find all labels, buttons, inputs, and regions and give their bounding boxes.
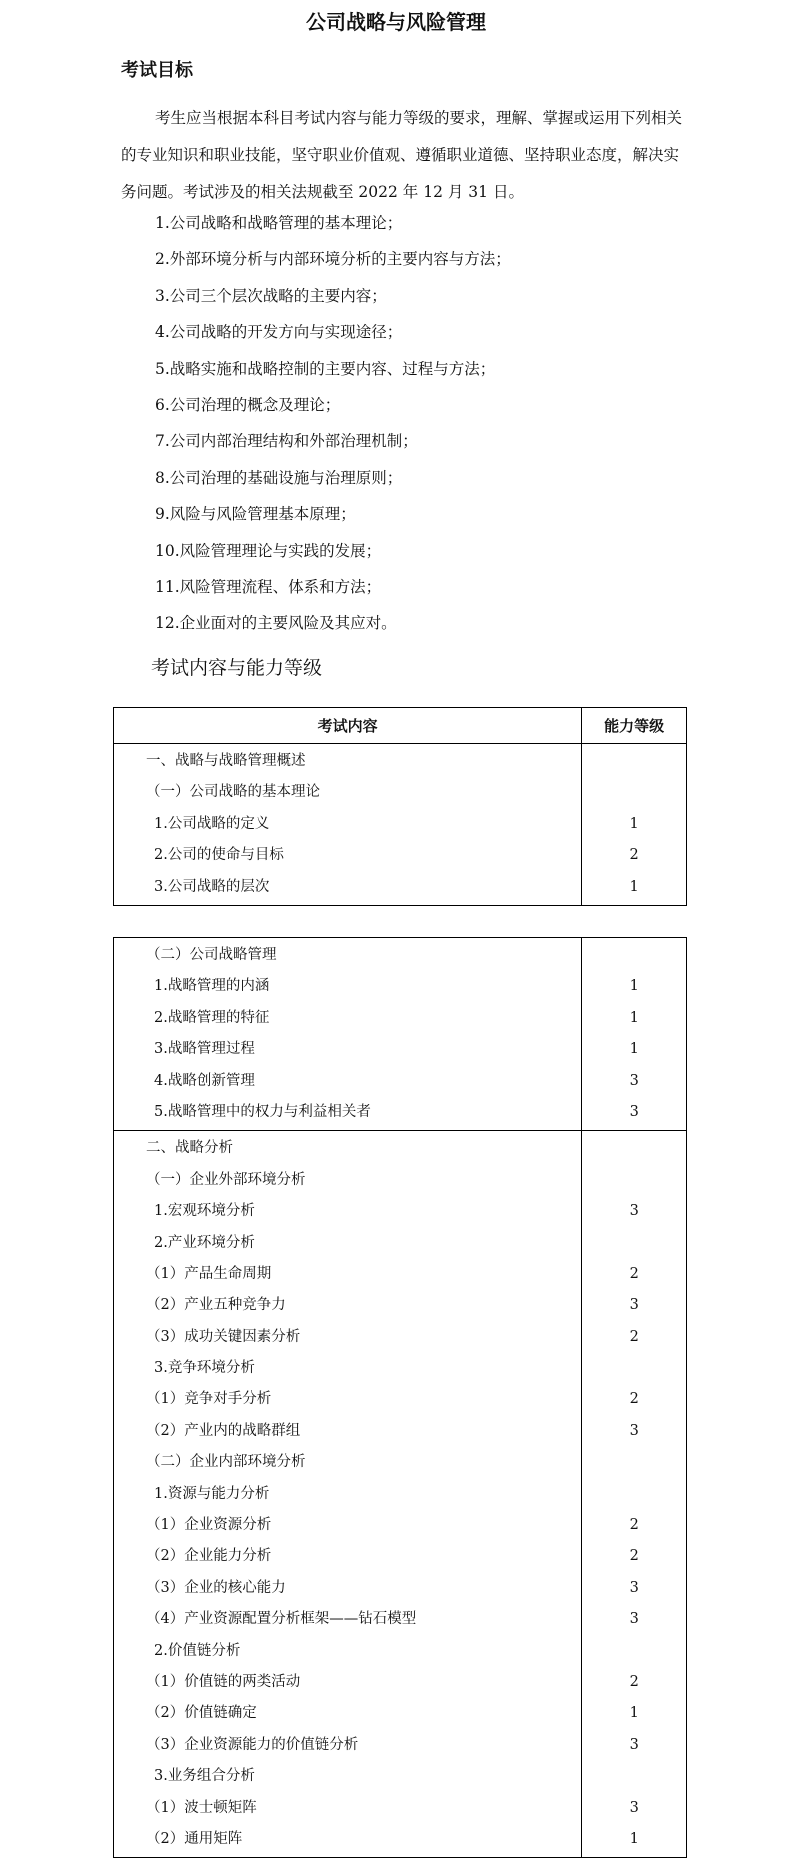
header-content: 考试内容 [114, 708, 582, 744]
objective-item: 3.公司三个层次战略的主要内容； [155, 286, 387, 305]
ability-level [582, 1636, 686, 1667]
table-row-label: 1.资源与能力分析 [154, 1485, 270, 1502]
ability-level: 3 [629, 1103, 639, 1120]
objectives-list [155, 208, 755, 645]
table-row-label: （2）价值链确定 [146, 1705, 257, 1722]
table-row-label: 3.竞争环境分析 [154, 1360, 255, 1377]
ability-level [582, 1761, 686, 1792]
content-cell [114, 1131, 582, 1858]
objectives-paragraph: 考生应当根据本科目考试内容与能力等级的要求，理解、掌握或运用下列相关的专业知识和职业技能，坚守职业价值观、遵循职业道德、坚持职业态度，解决实务问题。考试涉及的相关法规截至 2022 年 12 月 31 日。 [121, 109, 683, 201]
objective-item: 9.风险与风险管理基本原理； [155, 505, 356, 524]
table-row-label: （3）企业资源能力的价值链分析 [146, 1736, 359, 1753]
table-row-label: （2）企业能力分析 [146, 1548, 272, 1565]
ability-level [582, 1165, 686, 1196]
content-cell [114, 938, 582, 1131]
table-row-label: 2.战略管理的特征 [154, 1009, 270, 1026]
ability-level: 3 [629, 1736, 639, 1753]
ability-level: 3 [629, 1203, 639, 1220]
level-cell [582, 1131, 687, 1858]
table-row-label: 3.公司战略的层次 [154, 878, 270, 895]
ability-level: 3 [629, 1422, 639, 1439]
ability-level: 3 [629, 1611, 639, 1628]
ability-level [582, 940, 686, 971]
header-level: 能力等级 [582, 708, 687, 744]
ability-level [582, 746, 686, 777]
ability-level: 1 [629, 878, 639, 895]
ability-level: 2 [629, 1548, 639, 1565]
ability-level: 2 [629, 1673, 639, 1690]
content-cell [114, 744, 582, 906]
table-row-label: 3.战略管理过程 [154, 1041, 255, 1058]
ability-level [582, 1479, 686, 1510]
level-cell [582, 744, 687, 906]
ability-level: 1 [629, 815, 639, 832]
table-row-label: （4）产业资源配置分析框架——钻石模型 [146, 1611, 417, 1628]
level-cell [582, 938, 687, 1131]
content-table-2 [113, 937, 687, 1858]
objectives-heading: 考试目标 [121, 60, 193, 81]
table-row-label: （一）公司战略的基本理论 [146, 784, 320, 801]
objective-item: 6.公司治理的概念及理论； [155, 395, 341, 414]
ability-level: 2 [629, 847, 639, 864]
objective-item: 12.企业面对的主要风险及其应对。 [155, 614, 397, 633]
table-row-label: （2）通用矩阵 [146, 1830, 243, 1847]
ability-level: 2 [629, 1328, 639, 1345]
table-row-label: （1）波士顿矩阵 [146, 1799, 257, 1816]
ability-level [582, 777, 686, 808]
table-row-label: 一、战略与战略管理概述 [146, 753, 306, 769]
objective-item: 5.战略实施和战略控制的主要内容、过程与方法； [155, 359, 496, 378]
objective-item: 4.公司战略的开发方向与实现途径； [155, 323, 403, 342]
ability-level [582, 1228, 686, 1259]
objective-item: 11.风险管理流程、体系和方法； [155, 577, 382, 596]
table-row-label: 2.公司的使命与目标 [154, 847, 284, 864]
ability-level: 1 [629, 1009, 639, 1026]
table-row-label: （1）价值链的两类活动 [146, 1673, 301, 1690]
table-row-label: 2.产业环境分析 [154, 1234, 255, 1251]
table-row-label: 2.价值链分析 [154, 1642, 241, 1659]
table-row-label: （二）企业内部环境分析 [146, 1454, 306, 1471]
document-title: 公司战略与风险管理 [306, 10, 486, 34]
objective-item: 10.风险管理理论与实践的发展； [155, 541, 382, 560]
table-row-label: （二）公司战略管理 [146, 947, 277, 963]
table-row-label: 二、战略分析 [146, 1140, 233, 1157]
table-row-label: 4.战略创新管理 [154, 1072, 255, 1089]
ability-level: 3 [629, 1579, 639, 1596]
ability-level: 2 [629, 1517, 639, 1534]
content-heading: 考试内容与能力等级 [151, 657, 323, 679]
ability-level: 3 [629, 1799, 639, 1816]
ability-level: 3 [629, 1297, 639, 1314]
table-row-label: 1.战略管理的内涵 [154, 978, 270, 995]
table-row-label: 1.公司战略的定义 [154, 815, 270, 832]
objective-item: 7.公司内部治理结构和外部治理机制； [155, 432, 418, 451]
table-row-label: （1）竞争对手分析 [146, 1391, 272, 1408]
ability-level: 1 [629, 1705, 639, 1722]
ability-level [582, 1133, 686, 1164]
table-row-label: 5.战略管理中的权力与利益相关者 [154, 1103, 371, 1120]
table-row-label: 3.业务组合分析 [154, 1768, 255, 1785]
table-section [114, 938, 687, 1131]
table-row-label: （1）企业资源分析 [146, 1517, 272, 1534]
content-table-1 [113, 707, 687, 906]
ability-level [582, 1447, 686, 1478]
table-row-label: （3）企业的核心能力 [146, 1579, 286, 1596]
table-row-label: （一）企业外部环境分析 [146, 1171, 306, 1188]
ability-level: 3 [629, 1072, 639, 1089]
ability-level: 1 [629, 1041, 639, 1058]
table-row-label: （2）产业内的战略群组 [146, 1422, 301, 1439]
ability-level: 1 [629, 1830, 639, 1847]
table-section [114, 744, 687, 906]
table-row-label: （1）产品生命周期 [146, 1265, 272, 1282]
ability-level: 2 [629, 1391, 639, 1408]
ability-level: 1 [629, 978, 639, 995]
objective-item: 2.外部环境分析与内部环境分析的主要内容与方法； [155, 250, 511, 269]
table-header-row [114, 708, 687, 744]
ability-level [582, 1353, 686, 1384]
table-row-label: （3）成功关键因素分析 [146, 1328, 301, 1345]
ability-level: 2 [629, 1265, 639, 1282]
objective-item: 1.公司战略和战略管理的基本理论； [155, 214, 403, 232]
table-row-label: （2）产业五种竞争力 [146, 1297, 286, 1314]
table-section [114, 1131, 687, 1858]
objective-item: 8.公司治理的基础设施与治理原则； [155, 468, 403, 487]
table-row-label: 1.宏观环境分析 [154, 1203, 255, 1220]
